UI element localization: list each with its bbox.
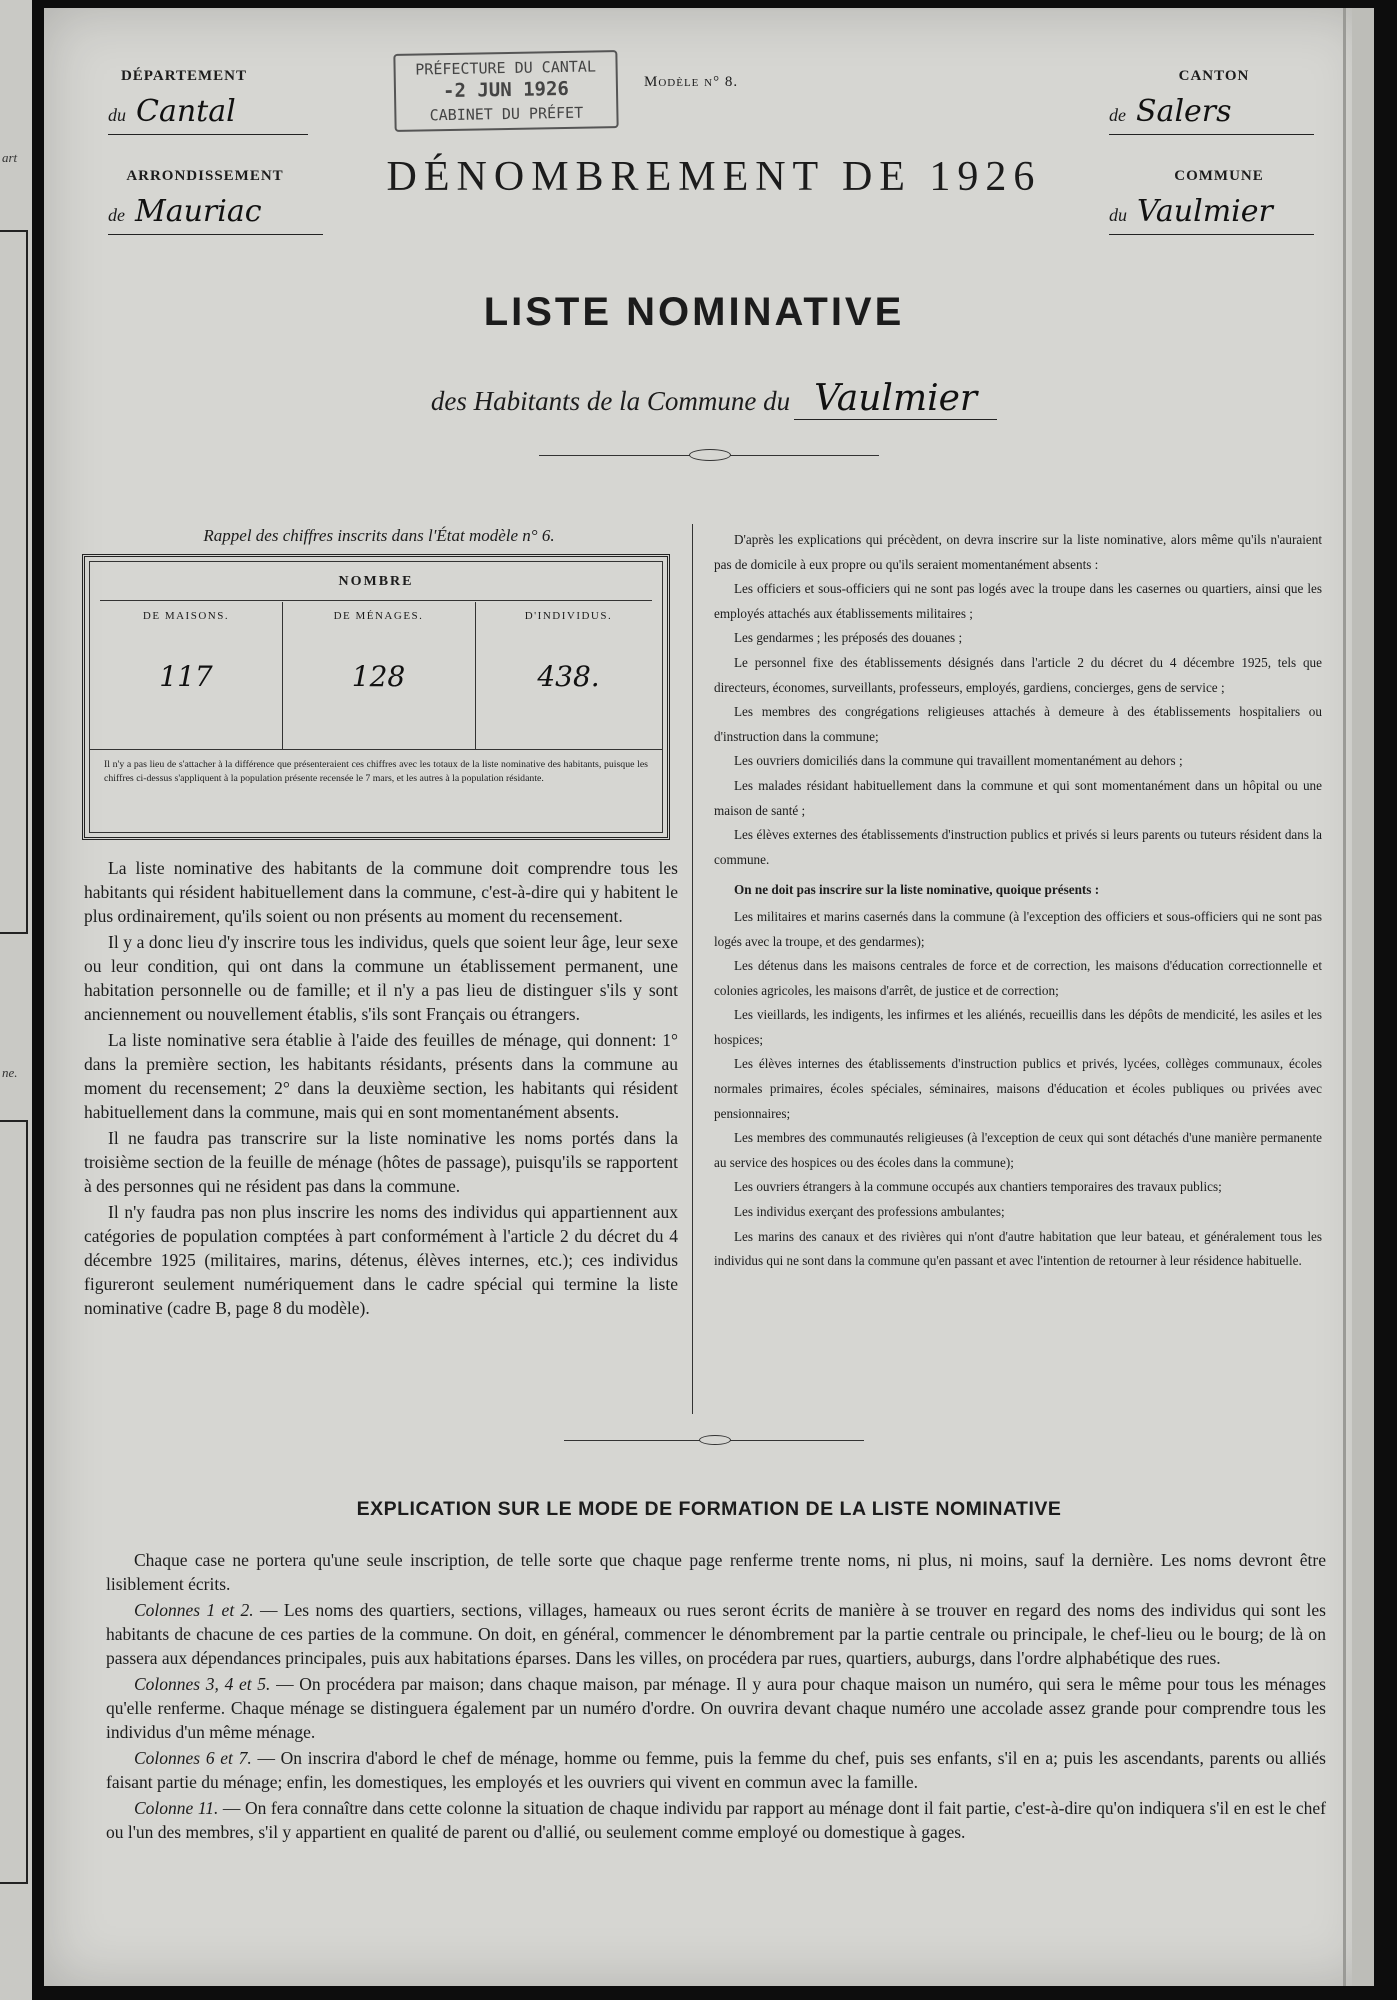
column-ref: Colonnes 3, 4 et 5. (134, 1674, 271, 1694)
right-paragraph: Les détenus dans les maisons centrales de force et de correction, les maisons d'éducation correctionnelle et colonies agricoles, les maisons d'arrêt, de justice et de correction; (714, 958, 1322, 998)
left-paragraph: La liste nominative sera établie à l'aide des feuilles de ménage, qui donnent: 1° dans la première section, les habitants résidants, présents dans la commune au moment du recensement; 2° dans la deuxième section, les habitants qui résident habituellement dans la commune, mais qui en sont momentanément absents. (84, 1030, 678, 1122)
explication-text: — Les noms des quartiers, sections, villages, hameaux ou rues seront écrits de manière à se trouver en regard des noms des individus qui sont les habitants de chacune de ces parties de la commune. On doit, en général, commencer le dénombrement par la partie centrale ou principale, le chef-lieu ou le bourg; de là on passera aux dépendances principales, puis aux habitations éparses. Dans les villes, on procédera par rues, quartiers, auburgs, dans l'ordre alphabétique des rues. (106, 1600, 1326, 1668)
right-paragraph: Les ouvriers domiciliés dans la commune qui travaillent momentanément au dehors ; (734, 753, 1183, 769)
rappel-note: Il n'y a pas lieu de s'attacher à la différence que présenteraient ces chiffres avec les totaux de la liste nominative des habitants, puisque les chiffres ci-dessus s'appliquent à la population présente recensée le 7 mars, et les autres à la population résidante. (104, 759, 648, 784)
commune-prefix: du (1109, 205, 1127, 225)
rappel-column-headers (90, 610, 662, 622)
canton-prefix: de (1109, 105, 1126, 125)
adjacent-page-strip (0, 0, 32, 2000)
explication-paragraph (106, 1796, 1326, 1844)
col-individus-header: D'INDIVIDUS. (524, 610, 613, 622)
departement-prefix: du (108, 105, 126, 125)
page-title: DÉNOMBREMENT DE 1926 (386, 154, 1042, 200)
modele-number: Modèle n° 8. (644, 74, 739, 90)
liste-nominative-title: LISTE NOMINATIVE (483, 290, 905, 334)
left-paragraph: La liste nominative des habitants de la commune doit comprendre tous les habitants qui résident habituellement dans la commune, c'est-à-dire qui y habitent le plus ordinairement, qu'ils soient ou non présents au moment du recensement. (84, 858, 678, 926)
explication-text: — On fera connaître dans cette colonne la situation de chaque individu par rapport au ménage dont il fait partie, c'est-à-dire qu'on indiquera s'il en est le chef ou l'un des membres, s'il y appartient en qualité de parent ou d'allié, ou seulement comme employé ou domestique à gages. (106, 1798, 1326, 1842)
commune-label: COMMUNE (1174, 168, 1264, 184)
commune-name-handwritten: Vaulmier (794, 378, 997, 420)
section-ornament (564, 1440, 864, 1441)
right-paragraph: Le personnel fixe des établissements désignés dans l'article 2 du décret du 4 décembre 1925, tels que directeurs, économes, surveillants, professeurs, employés, gardiens, concierges, gens de service ; (714, 654, 1322, 695)
column-ref: Colonnes 6 et 7. (134, 1748, 252, 1768)
table-divider (100, 600, 652, 601)
prefecture-stamp (393, 50, 618, 132)
subtitle-prefix: des Habitants de la Commune du (430, 386, 791, 416)
rappel-caption: Rappel des chiffres inscrits dans l'État modèle n° 6. (203, 526, 555, 545)
left-paragraph: Il n'y faudra pas non plus inscrire les noms des individus qui appartiennent aux catégories de population comptées à part conformément à l'article 2 du décret du 4 décembre 1925 (militaires, marins, détenus, élèves internes, etc.); ces individus figureront seulement numériquement dans le cadre spécial qui termine la liste nominative (cadre B, page 8 du modèle). (84, 1202, 678, 1318)
explication-text: — On inscrira d'abord le chef de ménage, homme ou femme, puis la femme du chef, puis ses enfants, s'il en a; puis les ascendants, parents ou alliés faisant partie du ménage; enfin, les domestiques, les employés et les ouvriers qui vivent en commun avec la famille. (106, 1748, 1326, 1792)
adjacent-page-fragment: art (2, 150, 18, 165)
right-paragraph: Les ouvriers étrangers à la commune occupés aux chantiers temporaires des travaux publics; (734, 1179, 1222, 1195)
explication-paragraph (106, 1746, 1326, 1794)
explication-paragraph (106, 1672, 1326, 1744)
arrondissement-value: Mauriac (135, 194, 262, 229)
commune-field (1109, 194, 1314, 235)
right-paragraph: Les vieillards, les indigents, les infirmes et les aliénés, recueillis dans les dépôts de mendicité, les asiles et les hospices; (714, 1007, 1322, 1047)
val-menages: 128 (351, 660, 406, 693)
nombre-header: NOMBRE (338, 574, 414, 589)
right-paragraph: Les officiers et sous-officiers qui ne sont pas logés avec la troupe dans les casernes ou quartiers, ainsi que les employés attachés aux établissements militaires ; (714, 581, 1322, 621)
right-instructions (714, 528, 1322, 1274)
explication-paragraph (106, 1598, 1326, 1670)
right-paragraph: Les élèves internes des établissements d'instruction publics et privés, lycées, collèges communaux, écoles normales primaires, écoles spéciales, séminaires, maisons d'éducation et écoles publiques ou privées avec pensionnaires; (714, 1056, 1322, 1121)
canton-label: CANTON (1178, 68, 1250, 84)
right-paragraph: Les membres des congrégations religieuses attachés à demeure à des établissements hospitaliers ou d'instruction dans la commune; (714, 704, 1322, 744)
left-instructions (84, 856, 678, 1322)
col-menages-header: DE MÉNAGES. (333, 610, 424, 622)
right-paragraph: Les marins des canaux et des rivières qui n'ont d'autre habitation que leur bateau, et généralement tous les individus qui ne sont dans la commune qu'en passant et avec l'intention de retourner à leur résidence habituelle. (714, 1228, 1322, 1269)
left-paragraph: Il y a donc lieu d'y inscrire tous les individus, quels que soient leur âge, leur sexe ou leur condition, qui ont dans la commune un établissement permanent, une habitation personnelle ou de famille; et il n'y a pas lieu de distinguer s'ils y sont anciennement ou nouvellement établis, s'ils sont Français ou étrangers. (84, 932, 678, 1024)
page-edge (1343, 8, 1346, 1986)
right-paragraph: Les individus exerçant des professions ambulantes; (734, 1204, 1005, 1220)
explication-body (106, 1548, 1326, 1846)
rappel-table-frame (82, 554, 670, 840)
arrondissement-label: ARRONDISSEMENT (126, 168, 284, 184)
stamp-line: PRÉFECTURE DU CANTAL (415, 57, 597, 79)
subtitle (284, 378, 1144, 419)
arrondissement-prefix: de (108, 205, 125, 225)
table-divider (90, 749, 662, 750)
canton-value: Salers (1136, 94, 1232, 129)
right-heading: On ne doit pas inscrire sur la liste nominative, quoique présents : (734, 882, 1100, 898)
adjacent-page-frame (0, 230, 28, 934)
rappel-values-row (90, 660, 662, 693)
col-maisons-header: DE MAISONS. (142, 610, 230, 622)
adjacent-page-frame (0, 1120, 28, 1884)
commune-value: Vaulmier (1137, 194, 1273, 229)
right-paragraph: Les membres des communautés religieuses (à l'exception de ceux qui sont détachés d'une manière permanente au service des hospices ou des écoles dans la commune); (714, 1130, 1322, 1170)
right-paragraph: Les militaires et marins casernés dans la commune (à l'exception des officiers et sous-officiers qui ne sont pas logés avec la troupe, et des gendarmes); (714, 908, 1322, 949)
page-edge (1352, 8, 1374, 1986)
left-paragraph: Il ne faudra pas transcrire sur la liste nominative les noms portés dans la troisième section de la feuille de ménage (hôtes de passage), puisqu'ils se rapportent à des personnes qui ne résident pas dans la commune. (84, 1128, 678, 1196)
departement-label: DÉPARTEMENT (120, 68, 248, 84)
arrondissement-field (108, 194, 323, 235)
adjacent-page-fragment: ne. (2, 1065, 18, 1080)
departement-value: Cantal (136, 94, 236, 129)
right-paragraph: Les élèves externes des établissements d'instruction publics et privés si leurs parents ou tuteurs résident dans la commune. (714, 827, 1322, 867)
column-ref: Colonne 11. (134, 1798, 219, 1818)
explication-text: — On procédera par maison; dans chaque maison, par ménage. Il y aura pour chaque maison un numéro, qui sera le même pour tous les ménages qu'elle renferme. Chaque ménage se distinguera également par un numéro d'ordre. On ouvrira devant chaque numéro une accolade assez grande pour comprendre tous les individus d'un même ménage. (106, 1674, 1326, 1742)
explication-title: EXPLICATION SUR LE MODE DE FORMATION DE LA LISTE NOMINATIVE (356, 1498, 1062, 1520)
column-ref: Colonnes 1 et 2. (134, 1600, 254, 1620)
val-individus: 438. (537, 660, 600, 693)
departement-field (108, 94, 308, 135)
right-paragraph: Les gendarmes ; les préposés des douanes ; (734, 630, 963, 646)
right-paragraph: Les malades résidant habituellement dans la commune et qui sont momentanément dans un hôpital ou une maison de santé ; (714, 777, 1322, 818)
column-divider (692, 524, 693, 1414)
right-paragraph: D'après les explications qui précèdent, on devra inscrire sur la liste nominative, alors même qu'ils n'auraient pas de domicile à eux propre ou qu'ils seraient momentanément absents : (714, 532, 1322, 572)
stamp-line: CABINET DU PRÉFET (429, 103, 584, 125)
val-maisons: 117 (159, 660, 213, 693)
canton-field (1109, 94, 1314, 135)
stamp-date: -2 JUN 1926 (442, 78, 570, 103)
title-ornament (539, 455, 879, 456)
census-page (44, 8, 1374, 1986)
explication-paragraph: Chaque case ne portera qu'une seule inscription, de telle sorte que chaque page renferme trente noms, ni plus, ni moins, sauf la dernière. Les noms devront être lisiblement écrits. (106, 1550, 1326, 1594)
